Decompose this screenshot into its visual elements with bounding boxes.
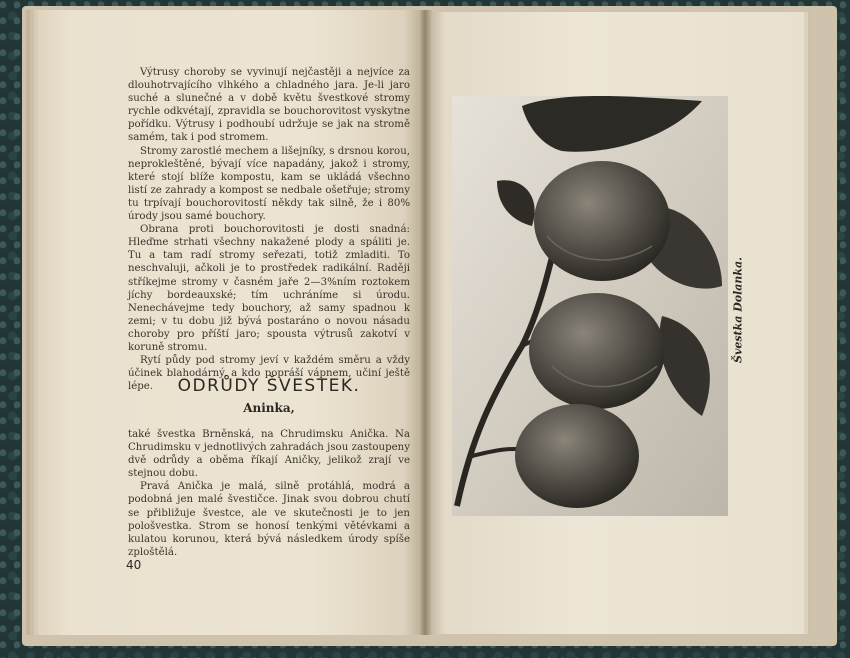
plum-photograph <box>452 96 728 516</box>
section-heading: ODRŮDY ŠVESTEK. <box>177 376 361 396</box>
variety-name: Aninka, <box>243 401 295 415</box>
paragraph: Pravá Anička je malá, silně protáhlá, modrá a podobná jen malé švestičce. Jinak svou dobrou chutí se přibližuje švestce, ale ve skutečnosti je to jen pološvestka. Strom se honosí tenkými větévkami a kulatou korunou, která bývá následkem úrody spíše zploštělá. <box>128 481 410 558</box>
variety-text <box>128 428 410 559</box>
body-text <box>128 66 410 393</box>
plum-illustration <box>452 96 728 516</box>
paragraph: Výtrusy choroby se vyvinují nejčastěji a nejvíce za dlouhotrvajícího vlhkého a chladného jara. Je-li jaro suché a slunečné a v době květu švestkové stromy rychle odkvétají, zpravidla se bouchorovitost vyskytne pořídku. Výtrusy i podhoubí udržuje se jak na stromě samém, tak i pod stromem. <box>128 67 410 144</box>
paragraph: Stromy zarostlé mechem a lišejníky, s drsnou korou, neprokleštěné, bývají více napadány, jakož i stromy, které stojí blíže kompostu, kam se ukládá všechno listí ze zahrady a kompost se nedbale ošetřuje; stromy tu trpívají bouchorovitostí někdy tak silně, že i 80% úrody jsou samé bouchory. <box>128 145 410 223</box>
paragraph: Obrana proti bouchorovitosti je dosti snadná: Hleďme strhati všechny nakažené plody a spáliti je. Tu a tam radí stromy seřezati, totiž zmladiti. To neschvaluji, ačkoli je to prostředek radikální. Raději stříkejme stromy v časném jaře 2—3%ním roztokem jíchy bordeauxské; tím uchráníme si úrodu. Nenechávejme tedy bouchory, až samy spadnou k zemi; v tu dobu již bývá postaráno o novou násadu choroby pro příští jaro; spousta výtrusů zakotví v koruně stromu. <box>128 224 410 353</box>
book-gutter <box>418 10 432 635</box>
photo-caption: Švestka Dolanka. <box>731 257 745 363</box>
plum-fruit <box>534 161 670 281</box>
plum-fruit <box>529 293 665 409</box>
paragraph: také švestka Brněnská, na Chrudimsku Anička. Na Chrudimsku v jednotlivých zahradách jsou zastoupeny dvě odrůdy a oběma říkají Aničky, jelikož zrají ve stejnou dobu. <box>128 429 410 480</box>
page-number: 40 <box>126 558 142 572</box>
paragraph: Rytí půdy pod stromy jeví v každém směru a vždy účinek blahodárný, a kdo popráší vápnem, učiní ještě lépe. <box>128 355 410 393</box>
plum-fruit <box>515 404 639 508</box>
